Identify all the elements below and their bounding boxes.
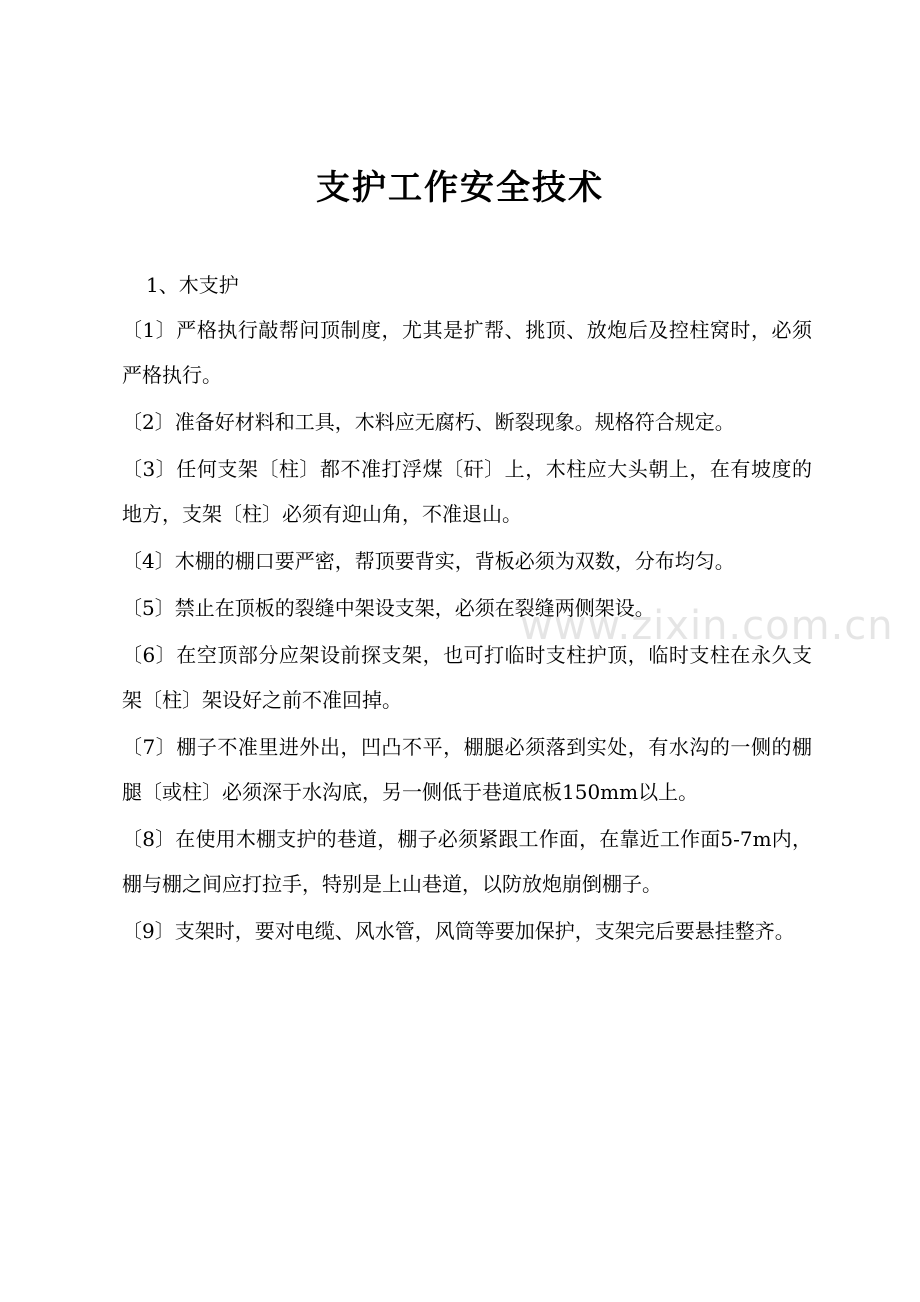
watermark: www.zixin.com.cn [520,603,894,649]
paragraph-7: 〔7〕棚子不准里进外出，凹凸不平，棚腿必须落到实处，有水沟的一侧的棚腿〔或柱〕必须深于水沟底，另一侧低于巷道底板150mm以上。 [122,735,812,804]
section-heading: 1、木支护 [146,273,239,297]
paragraph-3: 〔3〕任何支架〔柱〕都不准打浮煤〔矸〕上，木柱应大头朝上，在有坡度的地方，支架〔柱〕必须有迎山角，不准退山。 [122,457,812,526]
page-title: 支护工作安全技术 [316,168,604,208]
paragraph-5: 〔5〕禁止在顶板的裂缝中架设支架，必须在裂缝两侧架设。 [122,596,655,620]
paragraph-9: 〔9〕支架时，要对电缆、风水管，风筒等要加保护，支架完后要悬挂整齐。 [122,919,795,943]
paragraph-2: 〔2〕准备好材料和工具，木料应无腐朽、断裂现象。规格符合规定。 [122,410,735,434]
document-body [122,263,812,954]
paragraph-4: 〔4〕木棚的棚口要严密，帮顶要背实，背板必须为双数，分布均匀。 [122,549,735,573]
paragraph-1: 〔1〕严格执行敲帮问顶制度，尤其是扩帮、挑顶、放炮后及控柱窝时，必须严格执行。 [122,318,812,387]
paragraph-8: 〔8〕在使用木棚支护的巷道，棚子必须紧跟工作面，在靠近工作面5-7m内，棚与棚之间应打拉手，特别是上山巷道，以防放炮崩倒棚子。 [122,827,812,896]
paragraph-6: 〔6〕在空顶部分应架设前探支架，也可打临时支柱护顶，临时支柱在永久支架〔柱〕架设好之前不准回掉。 [122,643,812,712]
